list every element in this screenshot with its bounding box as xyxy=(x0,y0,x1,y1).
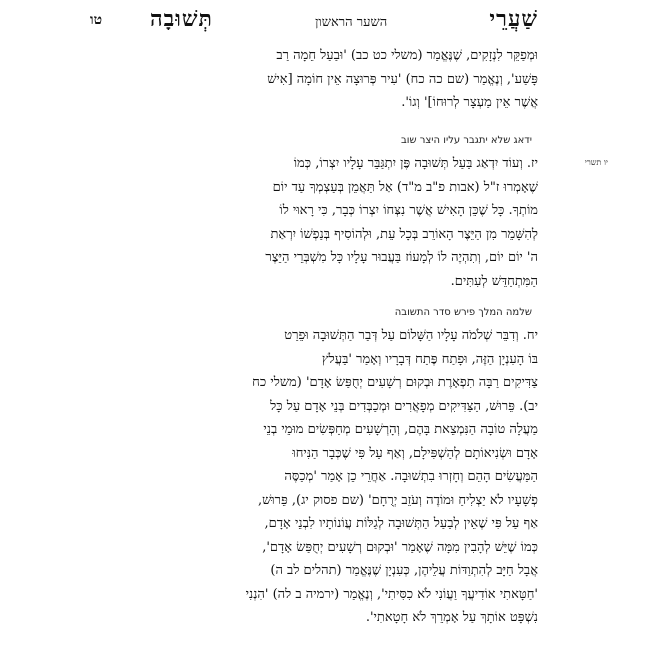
book-title: שַׁעֲרֵי xyxy=(489,6,538,32)
text-line: שֶׁאָמְרוּ ז"ל (אבות פ"ב מ"ד) אַל תַּאֲמֵן בְּעַצְמְךָ עַד יוֹם xyxy=(272,179,538,195)
page-number: טו xyxy=(90,12,103,28)
text-line: נִשְׁפָּט אוֹתָךְ עַל אָמְרֵךְ לֹא חָטָאתִי'. xyxy=(365,610,538,625)
text-line: ה' יוֹם יוֹם, וְתִהְיֶה לוֹ לְמָעוֹז בַּעֲבוּר עָלָיו כָּל מִשְׁבְּרֵי הַיֵּצֶר xyxy=(265,250,538,265)
text-line: אֲבָל חַיָּב לְהִתְוַדּוֹת עֲלֵיהֶן, כְּעִנְיָן שֶׁנֶּאֱמַר (תהלים לב ה) xyxy=(270,563,538,578)
text-line: אַף עַל פִּי שֶׁאֵין לְבַעַל הַתְּשׁוּבָה לְגַלּוֹת עֲוֹנוֹתָיו לִבְנֵי אָדָם, xyxy=(264,516,538,531)
text-line: יב). פֵּרוּשׁ, הַצַּדִּיקִים מְפָאֲרִים וּמְכַבְּדִים בְּנֵי אָדָם עַל כָּל xyxy=(270,398,538,414)
section-18-paragraph xyxy=(150,324,538,630)
section-18-heading: שלמה המלך פירש סדר התשובה xyxy=(394,307,532,318)
text-line: לְהִשָּׁמֵר מִן הַיֵּצֶר הָאוֹרֵב בְּכָל עֵת, וּלְהוֹסִיף בְּנַפְשׁוֹ יִרְאַת xyxy=(270,226,538,242)
text-line: מַעֲלָה טוֹבָה הַנִּמְצֵאת בָּהֶם, וְהָרְשָׁעִים מְחַפְּשִׂים מוּמֵי בְנֵי xyxy=(263,422,538,437)
subject-title: תְּשׁוּבָה xyxy=(150,6,213,32)
text-line: הַמִּתְחַדֵּשׁ לְעִתִּים. xyxy=(450,273,538,289)
section-17-paragraph xyxy=(150,152,538,293)
text-line: הַמַּעֲשִׂים הָהֵם וְחָזְרוּ בִתְשׁוּבָה. אַחֲרֵי כֵן אָמַר 'מְכַסֶּה xyxy=(284,469,538,484)
text-line: בּוֹ הָעִנְיָן הַזֶּה, וּפָתַח פֶּתַח דְּבָרָיו וְאָמַר 'בַּעֲלֹץ xyxy=(321,351,538,367)
continued-paragraph xyxy=(150,44,538,115)
text-line: וּמְפַקֵּר לִנְזָקִים, שֶׁנֶּאֱמַר (משלי כט כב) 'וּבַעַל חֵמָה רַב xyxy=(276,48,538,63)
text-line: פָּשַׁע', וְנֶאֱמַר (שם כה כח) 'עִיר פְּרוּצָה אֵין חוֹמָה [אִישׁ xyxy=(267,71,538,87)
text-line: מוֹתְךָ. כָּל שֶׁכֵּן הָאִישׁ אֲשֶׁר נִצְּחוֹ יִצְרוֹ כְּבָר, כִּי רָאוּי לוֹ xyxy=(279,203,538,218)
text-line: אֲשֶׁר אֵין מַעְצָר לְרוּחוֹ]' וְגוֹ'. xyxy=(401,95,538,110)
text-line: פְשָׁעָיו לֹא יַצְלִיחַ וּמוֹדֶה וְעֹזֵב יְרֻחָם' (שם פסוק יג), פֵּרוּשׁ, xyxy=(257,492,538,508)
text-line: יח. וְדִבֵּר שְׁלֹמֹה עָלָיו הַשָּׁלוֹם עַל דְּבַר הַתְּשׁוּבָה וּפֵרַט xyxy=(284,328,538,343)
text-line: כְּמוֹ שֶׁיֵּשׁ לְהָבִין מִמָּה שֶׁאָמַר 'וּבְקוּם רְשָׁעִים יְחֻפַּשׂ אָדָם', xyxy=(262,539,538,555)
running-header xyxy=(90,6,538,40)
gate-title: השער הראשון xyxy=(315,15,388,30)
text-line: אָדָם וּשְׂנִיאוֹתָם לְהַשְׁפִּילָם, וְאַף עַל פִּי שֶׁכְּבָר הַנִּיחוּ xyxy=(292,445,538,461)
text-line: 'חַטָּאתִי אוֹדִיעֲךָ וַעֲוֹנִי לֹא כִסִּיתִי', וְנֶאֱמַר (ירמיה ב לה) 'הִנְנִי xyxy=(245,586,538,602)
text-line: יז. וְעוֹד יִדְאַג בַּעַל תְּשׁוּבָה פֶּן יִתְגַּבֵּר עָלָיו יִצְרוֹ, כְּמוֹ xyxy=(293,156,538,171)
section-17-heading: ידאג שלא יתגבר עליו היצר שוב xyxy=(400,135,532,146)
date-margin-note: יו תשרי xyxy=(584,158,608,167)
text-line: צַדִּיקִים רַבָּה תִפְאָרֶת וּבְקוּם רְשָׁעִים יְחֻפַּשׂ אָדָם' (משלי כח xyxy=(252,375,538,390)
